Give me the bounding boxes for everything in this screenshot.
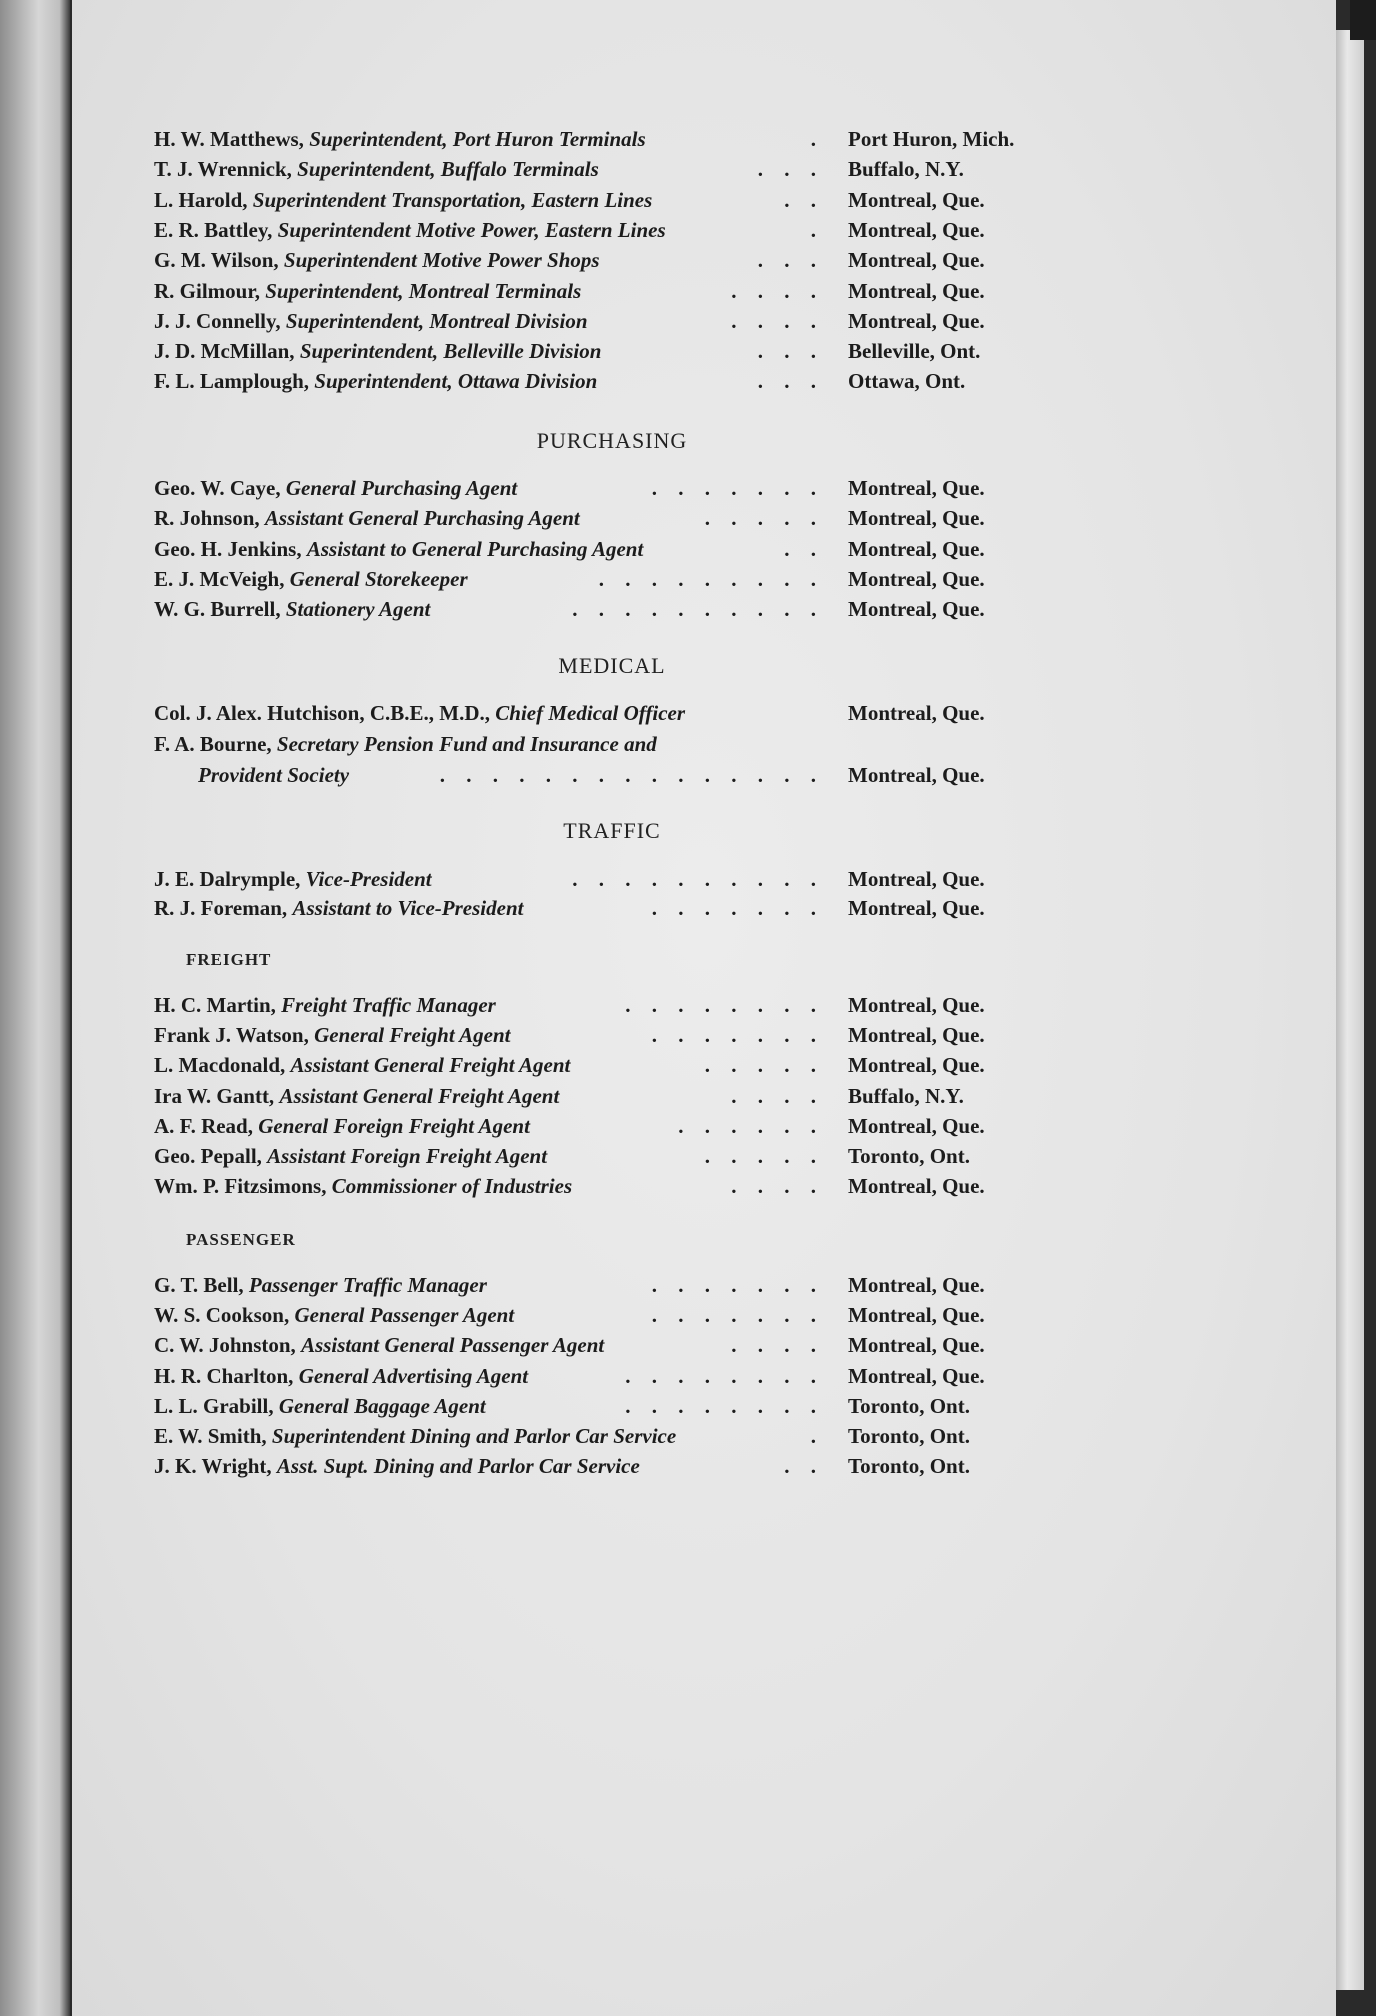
entry-title: Assistant General Freight Agent <box>279 1083 560 1108</box>
leader-dots: . . . . . <box>704 506 824 531</box>
entry-title: Stationery Agent <box>285 597 431 622</box>
entry-row <box>154 730 1054 758</box>
sub-heading-freight: FREIGHT <box>186 950 272 969</box>
entry-title: Superintendent Motive Power Shops <box>283 248 600 273</box>
leader-dots: . . . . . . . . <box>625 1363 824 1388</box>
entry-name: L. L. Grabill, <box>154 1393 274 1418</box>
entry-title: Assistant General Freight Agent <box>290 1053 571 1078</box>
leader-dots: . . . . . <box>704 1053 824 1078</box>
entry-title: General Foreign Freight Agent <box>258 1113 530 1138</box>
entry-name: R. Gilmour, <box>154 278 260 303</box>
entry-location: Montreal, Que. <box>848 536 985 561</box>
entry-location: Montreal, Que. <box>848 506 985 531</box>
entry-row <box>154 1452 1054 1480</box>
entry-name: W. S. Cookson, <box>154 1303 290 1328</box>
leader-dots: . . . . . <box>704 1144 824 1168</box>
entry-row <box>154 1301 1054 1329</box>
leader-dots: . . . . . . . . . . . . . . . <box>439 763 824 787</box>
entry-name: L. Harold, <box>154 187 248 212</box>
leader-dots: . . . <box>757 339 824 364</box>
entry-title: Assistant General Passenger Agent <box>301 1333 605 1358</box>
entry-title: General Passenger Agent <box>294 1303 515 1328</box>
entry-location: Belleville, Ont. <box>848 339 981 364</box>
leader-dots: . . . . . . . . . . <box>572 597 824 622</box>
entry-name: F. A. Bourne, <box>154 732 272 756</box>
entry-row <box>154 504 1054 532</box>
entry-name: F. L. Lamplough, <box>154 369 310 394</box>
entry-location: Toronto, Ont. <box>848 1144 970 1168</box>
leader-dots: . . . . <box>731 1333 824 1358</box>
entry-title: Assistant General Purchasing Agent <box>264 506 580 531</box>
entry-location: Toronto, Ont. <box>848 1454 970 1479</box>
entry-row <box>154 699 1054 727</box>
entry-name: Geo. W. Caye, <box>154 476 281 500</box>
entry-title: Superintendent, Montreal Division <box>285 308 588 333</box>
entry-name: E. J. McVeigh, <box>154 566 285 591</box>
entry-location: Montreal, Que. <box>848 1023 985 1048</box>
entry-location: Montreal, Que. <box>848 867 985 891</box>
leader-dots: . . <box>784 187 824 212</box>
entry-name: H. C. Martin, <box>154 993 276 1017</box>
leader-dots: . . . . <box>731 278 824 303</box>
leader-dots: . . . . <box>731 308 824 333</box>
entry-location: Port Huron, Mich. <box>848 127 1015 151</box>
entry-title: General Storekeeper <box>289 566 468 591</box>
entry-row <box>154 991 1054 1019</box>
entry-name: C. W. Johnston, <box>154 1333 296 1358</box>
entry-location: Montreal, Que. <box>848 597 985 622</box>
entry-title: Commissioner of Industries <box>331 1174 573 1199</box>
entry-location: Montreal, Que. <box>848 763 985 787</box>
entry-title: Superintendent, Ottawa Division <box>314 369 598 394</box>
entry-row <box>154 595 1054 623</box>
entry-row <box>154 1392 1054 1420</box>
entry-title: Superintendent, Belleville Division <box>299 339 602 364</box>
entry-title: Assistant to Vice-President <box>292 896 524 920</box>
entry-row <box>154 1112 1054 1140</box>
entry-row <box>154 125 1054 153</box>
leader-dots: . . . . . . . <box>651 1273 824 1297</box>
entry-name: E. R. Battley, <box>154 217 273 242</box>
entry-title: Assistant to General Purchasing Agent <box>306 536 644 561</box>
entry-title: Superintendent Transportation, Eastern Lines <box>252 187 653 212</box>
entry-name: Frank J. Watson, <box>154 1023 309 1048</box>
entry-row <box>154 1172 1054 1200</box>
leader-dots: . . . <box>757 369 824 394</box>
sub-heading-passenger: PASSENGER <box>186 1230 296 1249</box>
entry-location: Montreal, Que. <box>848 566 985 591</box>
entry-row <box>154 277 1054 305</box>
leader-dots: . . . <box>757 157 824 182</box>
entry-name: J. K. Wright, <box>154 1454 272 1479</box>
entry-row <box>154 367 1054 395</box>
entry-title: General Baggage Agent <box>278 1393 486 1418</box>
entry-title: General Purchasing Agent <box>285 476 518 500</box>
entry-location: Montreal, Que. <box>848 187 985 212</box>
leader-dots: . . . . <box>731 1083 824 1108</box>
entry-name: H. R. Charlton, <box>154 1363 294 1388</box>
leader-dots: . . . . . . . . . . <box>572 867 824 891</box>
leader-dots: . . . <box>757 248 824 273</box>
entry-row <box>154 186 1054 214</box>
entry-location: Ottawa, Ont. <box>848 369 966 394</box>
entry-location: Montreal, Que. <box>848 1113 985 1138</box>
entry-name: G. T. Bell, <box>154 1273 244 1297</box>
entry-location: Montreal, Que. <box>848 1333 985 1358</box>
entry-location: Buffalo, N.Y. <box>848 157 964 182</box>
leader-dots: . . . . <box>731 1174 824 1199</box>
entry-name: Wm. P. Fitzsimons, <box>154 1174 327 1199</box>
entry-name: H. W. Matthews, <box>154 127 304 151</box>
entry-title: Passenger Traffic Manager <box>248 1273 487 1297</box>
leader-dots: . . . . . . . . <box>625 1393 824 1418</box>
leader-dots: . <box>810 217 824 242</box>
section-heading-purchasing: PURCHASING <box>536 428 688 453</box>
entry-title: Superintendent Motive Power, Eastern Lines <box>277 217 666 242</box>
entry-title: Superintendent, Buffalo Terminals <box>297 157 599 182</box>
entry-row <box>154 155 1054 183</box>
entry-row <box>154 535 1054 563</box>
entry-row <box>154 1422 1054 1450</box>
entry-title: Vice-President <box>305 867 432 891</box>
entry-location: Montreal, Que. <box>848 476 985 500</box>
leader-dots: . . . . . . . <box>651 1303 824 1328</box>
entry-location: Toronto, Ont. <box>848 1393 970 1418</box>
leader-dots: . . . . . . <box>678 1113 824 1138</box>
entry-name: Geo. Pepall, <box>154 1144 262 1168</box>
entry-title: Chief Medical Officer <box>495 701 686 725</box>
adjacent-page-edge <box>0 0 70 2016</box>
entry-title: Superintendent, Port Huron Terminals <box>309 127 646 151</box>
entry-location: Montreal, Que. <box>848 308 985 333</box>
entry-location: Montreal, Que. <box>848 1303 985 1328</box>
leader-dots: . <box>810 1424 824 1448</box>
entry-row <box>154 246 1054 274</box>
entry-row <box>154 1331 1054 1359</box>
leader-dots: . . . . . . . . . <box>598 566 824 591</box>
section-heading-medical: MEDICAL <box>558 653 666 678</box>
entry-location: Montreal, Que. <box>848 1053 985 1078</box>
leader-dots: . . . . . . . <box>651 1023 824 1048</box>
entry-name: Ira W. Gantt, <box>154 1083 275 1108</box>
entry-title: Secretary Pension Fund and Insurance and <box>276 732 657 756</box>
entry-row <box>154 474 1054 502</box>
entry-row <box>154 1362 1054 1390</box>
entry-location: Montreal, Que. <box>848 217 985 242</box>
entry-title: Freight Traffic Manager <box>281 993 496 1017</box>
scan-corner <box>1350 0 1376 40</box>
entry-location: Buffalo, N.Y. <box>848 1083 964 1108</box>
entry-location: Montreal, Que. <box>848 1273 985 1297</box>
entry-row <box>154 1082 1054 1110</box>
entry-row <box>154 1142 1054 1170</box>
entry-title: Asst. Supt. Dining and Parlor Car Service <box>276 1454 640 1479</box>
entry-location: Montreal, Que. <box>848 1174 985 1199</box>
entry-row <box>154 1021 1054 1049</box>
entry-location: Montreal, Que. <box>848 1363 985 1388</box>
entry-row <box>154 216 1054 244</box>
entry-location: Toronto, Ont. <box>848 1424 970 1448</box>
entry-name: Geo. H. Jenkins, <box>154 536 302 561</box>
entry-row <box>154 1051 1054 1079</box>
entry-title: Assistant Foreign Freight Agent <box>267 1144 548 1168</box>
entry-name: G. M. Wilson, <box>154 248 279 273</box>
entry-name: T. J. Wrennick, <box>154 157 292 182</box>
entry-row <box>154 337 1054 365</box>
entry-title: Superintendent Dining and Parlor Car Service <box>271 1424 677 1448</box>
leader-dots: . . <box>784 1454 824 1479</box>
leader-dots: . . . . . . . <box>651 896 824 920</box>
entry-name: W. G. Burrell, <box>154 597 281 622</box>
entry-name: R. J. Foreman, <box>154 896 288 920</box>
entry-name: R. Johnson, <box>154 506 260 531</box>
entry-name: J. D. McMillan, <box>154 339 295 364</box>
entry-location: Montreal, Que. <box>848 701 985 725</box>
section-heading-traffic: TRAFFIC <box>563 818 661 843</box>
entry-name: J. J. Connelly, <box>154 308 281 333</box>
leader-dots: . . <box>784 536 824 561</box>
entry-row <box>154 1271 1054 1299</box>
entry-title: General Advertising Agent <box>298 1363 529 1388</box>
entry-name: E. W. Smith, <box>154 1424 267 1448</box>
entry-title-continuation: Provident Society <box>198 763 350 787</box>
entry-row <box>154 307 1054 335</box>
entry-name: J. E. Dalrymple, <box>154 867 301 891</box>
leader-dots: . . . . . . . <box>651 476 824 500</box>
medical-continuation-row <box>154 761 1054 789</box>
entry-location: Montreal, Que. <box>848 278 985 303</box>
entry-location: Montreal, Que. <box>848 248 985 273</box>
entry-location: Montreal, Que. <box>848 896 985 920</box>
page-right-edge <box>1336 30 1364 1990</box>
leader-dots: . <box>810 127 824 151</box>
entry-row <box>154 894 1054 922</box>
entry-title: Superintendent, Montreal Terminals <box>265 278 582 303</box>
entry-name: L. Macdonald, <box>154 1053 286 1078</box>
entry-name: Col. J. Alex. Hutchison, C.B.E., M.D., <box>154 701 491 725</box>
entry-name: A. F. Read, <box>154 1113 253 1138</box>
leader-dots: . . . . . . . . <box>625 993 824 1017</box>
entry-row <box>154 565 1054 593</box>
entry-location: Montreal, Que. <box>848 993 985 1017</box>
entry-title: General Freight Agent <box>314 1023 511 1048</box>
entry-row <box>154 865 1054 893</box>
